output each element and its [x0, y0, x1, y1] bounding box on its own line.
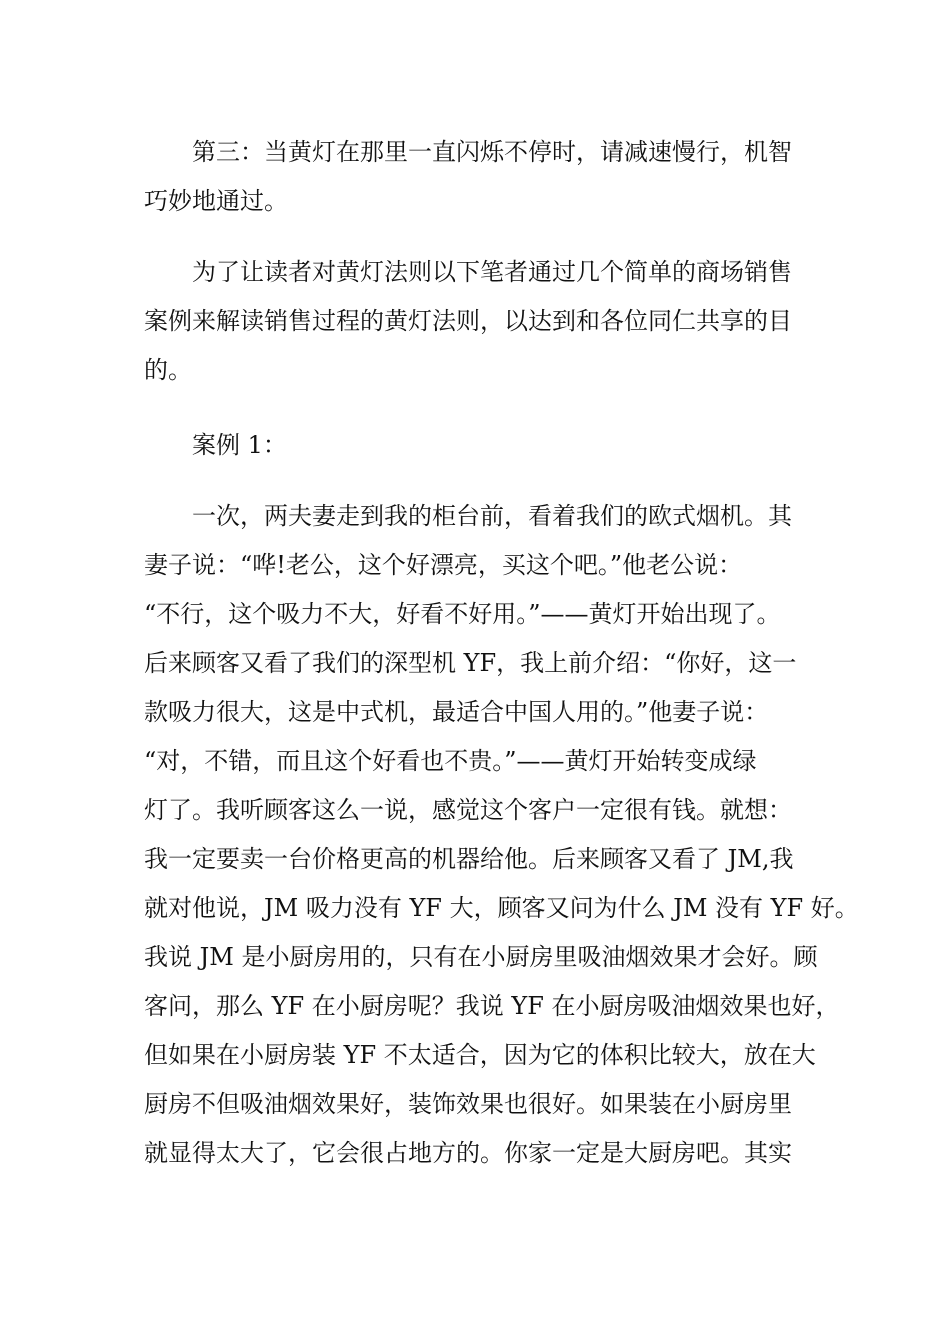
text-line: 第三：当黄灯在那里一直闪烁不停时，请减速慢行，机智 [192, 138, 792, 166]
paragraph-case-body [144, 492, 859, 1178]
text-line: 厨房不但吸油烟效果好，装饰效果也很好。如果装在小厨房里 [144, 1090, 792, 1118]
text-line: 就显得太大了，它会很占地方的。你家一定是大厨房吧。其实 [144, 1139, 792, 1167]
text-line: 案例来解读销售过程的黄灯法则，以达到和各位同仁共享的目 [144, 307, 792, 335]
text-line: 后来顾客又看了我们的深型机 YF，我上前介绍：“你好，这一 [144, 649, 797, 677]
paragraph-intro [144, 248, 814, 395]
text-line: 我一定要卖一台价格更高的机器给他。后来顾客又看了 JM,我 [144, 845, 794, 873]
text-line: “不行，这个吸力不大，好看不好用。”——黄灯开始出现了。 [144, 600, 781, 628]
text-line: 但如果在小厨房装 YF 不太适合，因为它的体积比较大，放在大 [144, 1041, 816, 1069]
text-line: 我说 JM 是小厨房用的，只有在小厨房里吸油烟效果才会好。顾 [144, 943, 818, 971]
text-line: 为了让读者对黄灯法则以下笔者通过几个简单的商场销售 [192, 258, 792, 286]
text-line: 灯了。我听顾客这么一说，感觉这个客户一定很有钱。就想： [144, 796, 792, 824]
text-line: 一次，两夫妻走到我的柜台前，看着我们的欧式烟机。其 [192, 502, 792, 530]
text-line: “对，不错，而且这个好看也不贵。”——黄灯开始转变成绿 [144, 747, 757, 775]
case-heading [144, 421, 814, 470]
text-line: 客问，那么 YF 在小厨房呢？我说 YF 在小厨房吸油烟效果也好， [144, 992, 840, 1020]
text-line: 巧妙地通过。 [144, 187, 288, 215]
text-line: 妻子说：“哗!老公，这个好漂亮，买这个吧。”他老公说： [144, 551, 743, 579]
paragraph-rule-three [144, 128, 814, 226]
text-line: 案例 1： [192, 431, 287, 459]
text-line: 就对他说，JM 吸力没有 YF 大，顾客又问为什么 JM 没有 YF 好。 [144, 894, 859, 922]
text-line: 款吸力很大，这是中式机，最适合中国人用的。”他妻子说： [144, 698, 769, 726]
text-line: 的。 [144, 356, 192, 384]
